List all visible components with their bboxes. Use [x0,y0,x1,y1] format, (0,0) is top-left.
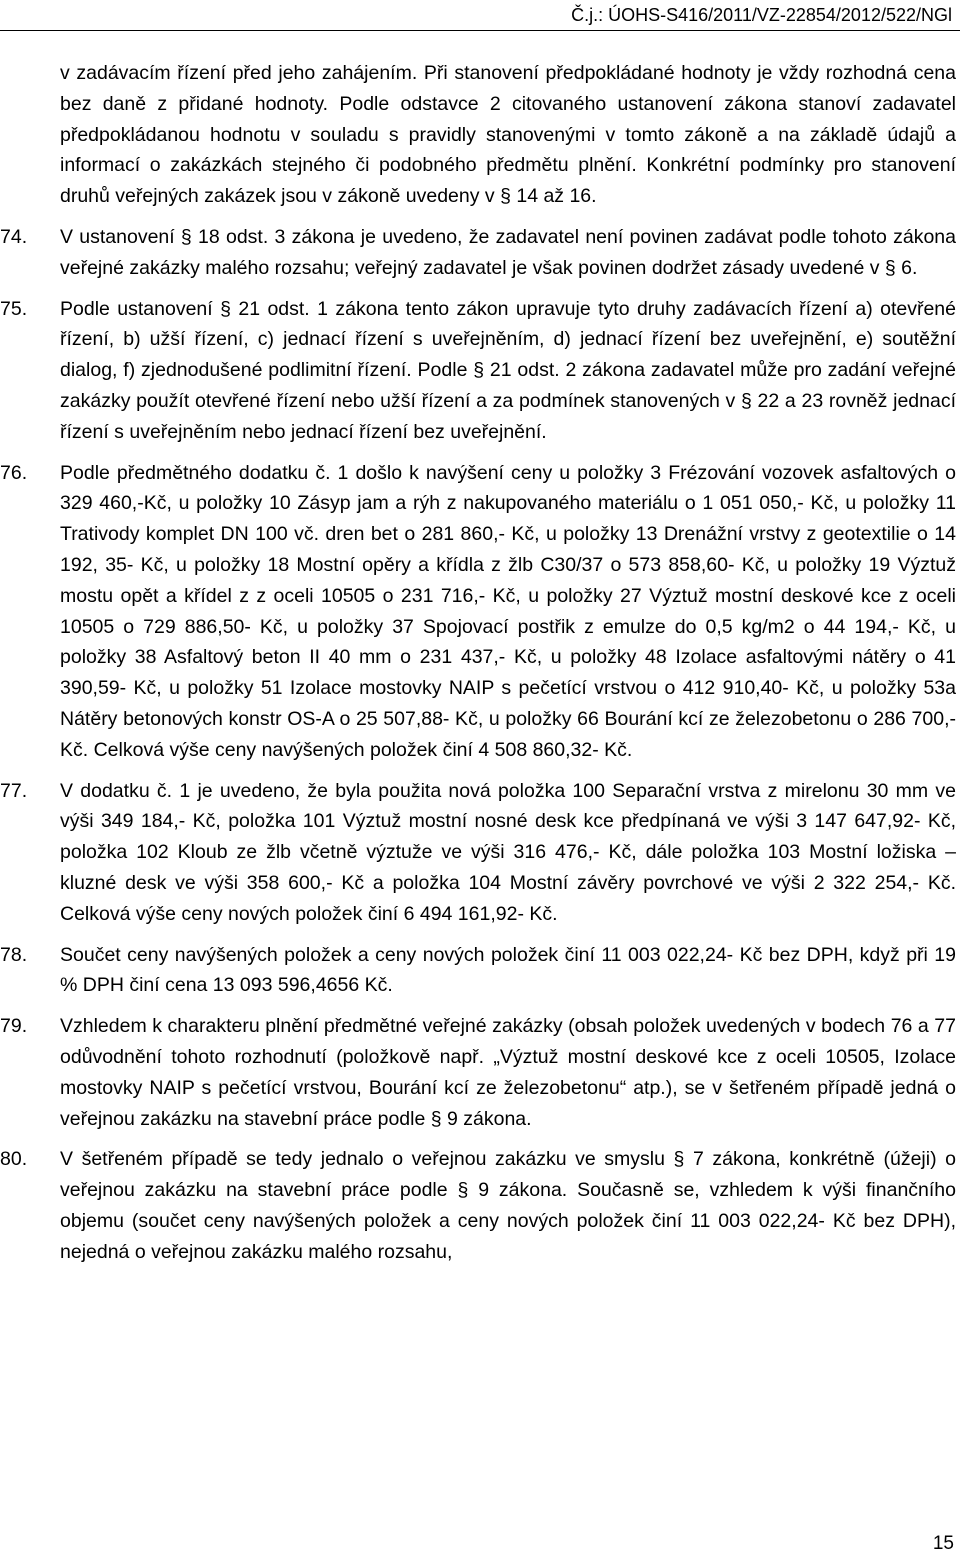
header-divider [0,30,960,31]
item-text: Součet ceny navýšených položek a ceny nových položek činí 11 003 022,24- Kč bez DPH, když při 19 % DPH činí cena 13 093 596,4656 Kč. [60,943,956,997]
item-number: 80. [0,1148,28,1171]
item-text: V dodatku č. 1 je uvedeno, že byla použita nová položka 100 Separační vrstva z mirelonu 30 mm ve výši 349 184,- Kč, položka 101 Výztuž mostní nosné desk kce předpínaná ve výši 3 147 647,92- Kč, položka 102 Kloub ze žlb včetně výztuže ve výši 316 476,- Kč, dále položka 103 Mostní ložiska – kluzné desk ve výši 358 600,- Kč a položka 104 Mostní závěry povrchové ve výši 2 322 254,- Kč. Celková výše ceny nových položek činí 6 494 161,92- Kč. [60,779,956,925]
numbered-item-77 [0,776,960,930]
item-text: Vzhledem k charakteru plnění předmětné veřejné zakázky (obsah položek uvedených v bodech 76 a 77 odůvodnění tohoto rozhodnutí (položkově např. „Výztuž mostní deskové kce z oceli 10505, Izolace mostovky NAIP s pečetící vrstvou, Bourání kcí ze železobetonu“ atp.), se v šetřeném případě jedná o veřejnou zakázku na stavební práce podle § 9 zákona. [60,1015,956,1130]
item-number: 79. [0,1015,28,1038]
item-number: 76. [0,461,28,484]
item-text: Podle předmětného dodatku č. 1 došlo k navýšení ceny u položky 3 Frézování vozovek asfaltových o 329 460,-Kč, u položky 10 Zásyp jam a rýh z nakupovaného materiálu o 1 051 050,- Kč, u položky 11 Trativody komplet DN 100 vč. dren bet o 281 860,- Kč, u položky 13 Drenážní vrstvy z geotextilie o 14 192, 35- Kč, u položky 18 Mostní opěry a křídla z žlb C30/37 o 573 858,60- Kč, u položky 19 Výztuž mostu opět a křídel z z oceli 10505 o 231 716,- Kč, u položky 27 Výztuž mostní deskové kce z oceli 10505 o 729 886,50- Kč, u položky 37 Spojovací postřik z emulze do 0,5 kg/m2 o 44 194,- Kč, u položky 38 Asfaltový beton II 40 mm o 231 437,- Kč, u položky 48 Izolace asfaltovými nátěry o 41 390,59- Kč, u položky 51 Izolace mostovky NAIP s pečetící vrstvou o 412 910,40- Kč, u položky 53a Nátěry betonových konstr OS-A o 25 507,88- Kč, u položky 66 Bourání kcí ze železobetonu o 286 700,- Kč. Celková výše ceny navýšených položek činí 4 508 860,32- Kč. [60,461,956,761]
numbered-item-79 [0,1011,960,1134]
document-body [0,58,960,1267]
item-number: 77. [0,779,28,802]
numbered-item-75 [0,294,960,448]
item-text: V ustanovení § 18 odst. 3 zákona je uvedeno, že zadavatel není povinen zadávat podle tohoto zákona veřejné zakázky malého rozsahu; veřejný zadavatel je však povinen dodržet zásady uvedené v § 6. [60,225,956,279]
item-text: Podle ustanovení § 21 odst. 1 zákona tento zákon upravuje tyto druhy zadávacích řízení a) otevřené řízení, b) užší řízení, c) jednací řízení s uveřejněním, d) jednací řízení bez uveřejnění, e) soutěžní dialog, f) zjednodušené podlimitní řízení. Podle § 21 odst. 2 zákona zadavatel může pro zadání veřejné zakázky použít otevřené řízení nebo užší řízení a za podmínek stanovených v § 22 a 23 rovněž jednací řízení s uveřejněním nebo jednací řízení bez uveřejnění. [60,297,956,443]
item-number: 75. [0,297,28,320]
numbered-item-74 [0,222,960,284]
item-number: 74. [0,225,28,248]
document-reference: Č.j.: ÚOHS-S416/2011/VZ-22854/2012/522/NGl [571,5,952,25]
item-text: V šetřeném případě se tedy jednalo o veřejnou zakázku ve smyslu § 7 zákona, konkrétně (úžeji) o veřejnou zakázku na stavební práce podle § 9 zákona. Současně se, vzhledem k výši finančního objemu (součet ceny navýšených položek a ceny nových položek činí 11 003 022,24- Kč bez DPH), nejedná o veřejnou zakázku malého rozsahu, [60,1148,956,1263]
numbered-item-78 [0,940,960,1002]
numbered-item-76 [0,458,960,766]
intro-paragraph: v zadávacím řízení před jeho zahájením. Při stanovení předpokládané hodnoty je vždy rozhodná cena bez daně z přidané hodnoty. Podle odstavce 2 citovaného ustanovení zákona stanoví zadavatel předpokládanou hodnotu v souladu s pravidly stanovenými v tomto zákoně a na základě údajů a informací o zakázkách stejného či podobného předmětu plnění. Konkrétní podmínky pro stanovení druhů veřejných zakázek jsou v zákoně uvedeny v § 14 až 16. [60,62,956,208]
page-number: 15 [932,1533,954,1554]
numbered-item-80 [0,1144,960,1267]
item-number: 78. [0,943,28,966]
